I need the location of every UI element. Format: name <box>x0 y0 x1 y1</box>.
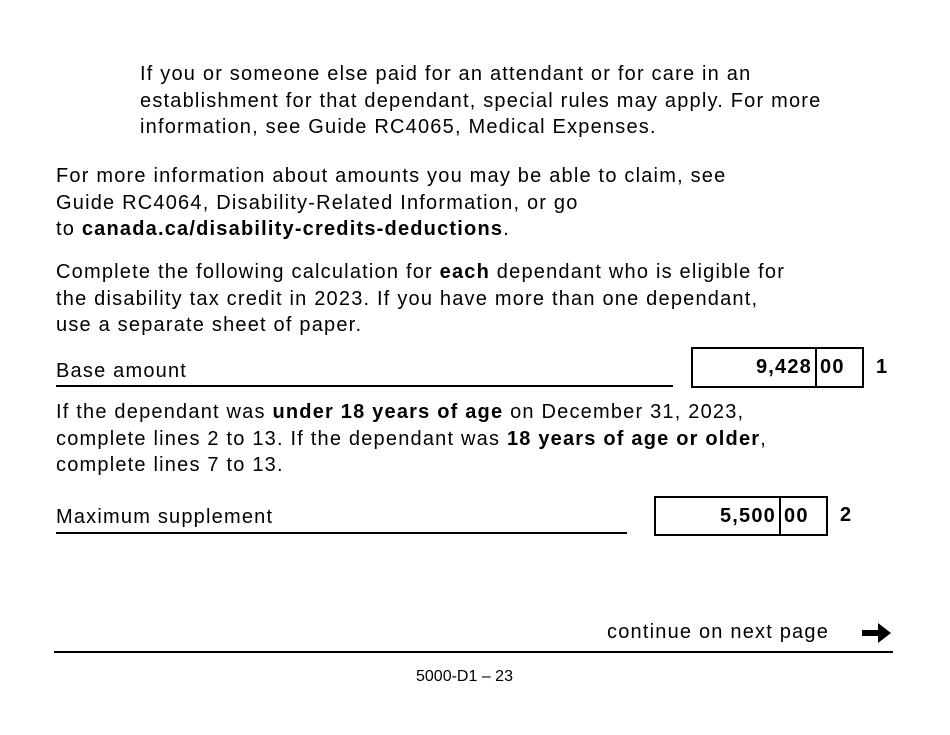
line2-number: 2 <box>840 504 852 526</box>
line2-leader <box>56 532 627 534</box>
footer-rule <box>54 651 893 653</box>
line2-dollars: 5,500 <box>656 498 781 534</box>
para1-line: If you or someone else paid for an attendant or for care in an <box>140 63 752 85</box>
line1-leader <box>56 385 673 387</box>
text: . <box>503 218 510 240</box>
line1-cents: 00 <box>820 356 845 378</box>
emphasis: 18 years of age or older <box>506 428 761 450</box>
text: on December 31, 2023, <box>503 401 745 423</box>
text: Complete the following calculation for <box>56 261 440 283</box>
text: complete lines 2 to 13. If the dependant was <box>56 428 507 450</box>
line1-number: 1 <box>876 356 888 378</box>
para3-line: the disability tax credit in 2023. If you have more than one dependant, <box>56 288 759 310</box>
para3-line: use a separate sheet of paper. <box>56 314 363 336</box>
emphasis: under 18 years of age <box>272 401 504 423</box>
line2-amount-field[interactable] <box>654 496 828 536</box>
emphasis: each <box>439 261 491 283</box>
line1-amount-field[interactable] <box>691 347 864 388</box>
text: , <box>760 428 768 450</box>
line1-label: Base amount <box>56 360 188 382</box>
para4-line <box>56 427 767 451</box>
arrow-right-icon <box>862 622 892 649</box>
disability-credits-link[interactable]: canada.ca/disability-credits-deductions <box>81 218 504 240</box>
para3-line <box>56 260 785 284</box>
continue-text: continue on next page <box>607 621 830 643</box>
para1-line: information, see Guide RC4065, Medical Expenses. <box>140 116 657 138</box>
para2-line: For more information about amounts you may be able to claim, see <box>56 165 727 187</box>
page-id: 5000-D1 – 23 <box>416 668 513 685</box>
line2-cents: 00 <box>784 504 809 527</box>
text: If the dependant was <box>56 401 273 423</box>
text: to <box>56 218 82 240</box>
para2-line: Guide RC4064, Disability-Related Information, or go <box>56 192 579 214</box>
para2-line <box>56 217 510 241</box>
line1-dollars: 9,428 <box>693 349 817 386</box>
para4-line: complete lines 7 to 13. <box>56 454 284 476</box>
para4-line <box>56 400 744 424</box>
line2-label: Maximum supplement <box>56 506 274 528</box>
para1-line: establishment for that dependant, special rules may apply. For more <box>140 90 822 112</box>
text: dependant who is eligible for <box>490 261 786 283</box>
